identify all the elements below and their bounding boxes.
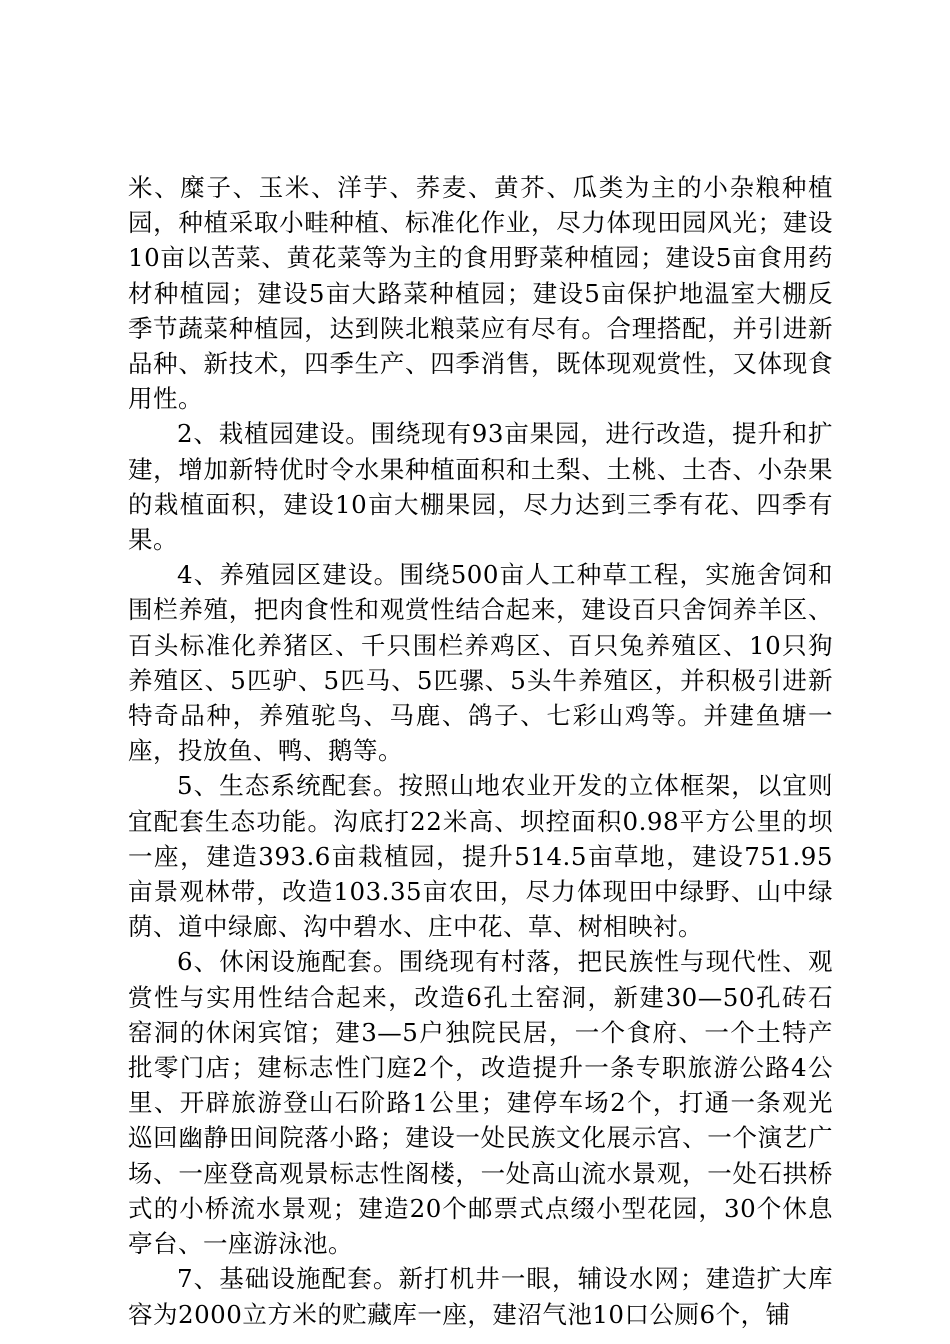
paragraph-crops: 米、糜子、玉米、洋芋、荞麦、黄芥、瓜类为主的小杂粮种植园，种植采取小畦种植、标准化作业，尽力体现田园风光；建设10亩以苦菜、黄花菜等为主的食用野菜种植园；建设5亩食用药材种植园；建设5亩大路菜种植园；建设5亩保护地温室大棚反季节蔬菜种植园，达到陕北粮菜应有尽有。合理搭配，并引进新品种、新技术，四季生产、四季消售，既体现观赏性，又体现食用性。: [128, 173, 833, 414]
paragraph-leisure: 6、休闲设施配套。围绕现有村落，把民族性与现代性、观赏性与实用性结合起来，改造6孔土窑洞，新建30—50孔砖石窑洞的休闲宾馆；建3—5户独院民居，一个食府、一个土特产批零门店；建标志性门庭2个，改造提升一条专职旅游公路4公里、开辟旅游登山石阶路1公里；建停车场2个，打通一条观光巡回幽静田间院落小路；建设一处民族文化展示宫、一个演艺广场、一座登高观景标志性阁楼，一处高山流水景观，一处石拱桥式的小桥流水景观；建造20个邮票式点缀小型花园，30个休息亭台、一座游泳池。: [128, 947, 833, 1259]
paragraph-ecology: 5、生态系统配套。按照山地农业开发的立体框架，以宜则宜配套生态功能。沟底打22米高、坝控面积0.98平方公里的坝一座，建造393.6亩栽植园，提升514.5亩草地，建设751.95亩景观林带，改造103.35亩农田，尽力体现田中绿野、山中绿荫、道中绿廊、沟中碧水、庄中花、草、树相映衬。: [128, 771, 833, 942]
paragraph-livestock: 4、养殖园区建设。围绕500亩人工种草工程，实施舍饲和围栏养殖，把肉食性和观赏性结合起来，建设百只舍饲养羊区、百头标准化养猪区、千只围栏养鸡区、百只兔养殖区、10只狗养殖区、5匹驴、5匹马、5匹骡、5头牛养殖区，并积极引进新特奇品种，养殖驼鸟、马鹿、鸽子、七彩山鸡等。并建鱼塘一座，投放鱼、鸭、鹅等。: [128, 560, 833, 766]
paragraph-infrastructure: 7、基础设施配套。新打机井一眼，辅设水网；建造扩大库容为2000立方米的贮藏库一座，建沼气池10口公厕6个，铺: [128, 1264, 833, 1329]
paragraph-orchard: 2、栽植园建设。围绕现有93亩果园，进行改造，提升和扩建，增加新特优时令水果种植面积和土梨、土桃、土杏、小杂果的栽植面积，建设10亩大棚果园，尽力达到三季有花、四季有果。: [128, 419, 833, 555]
document-body: [128, 170, 833, 1332]
